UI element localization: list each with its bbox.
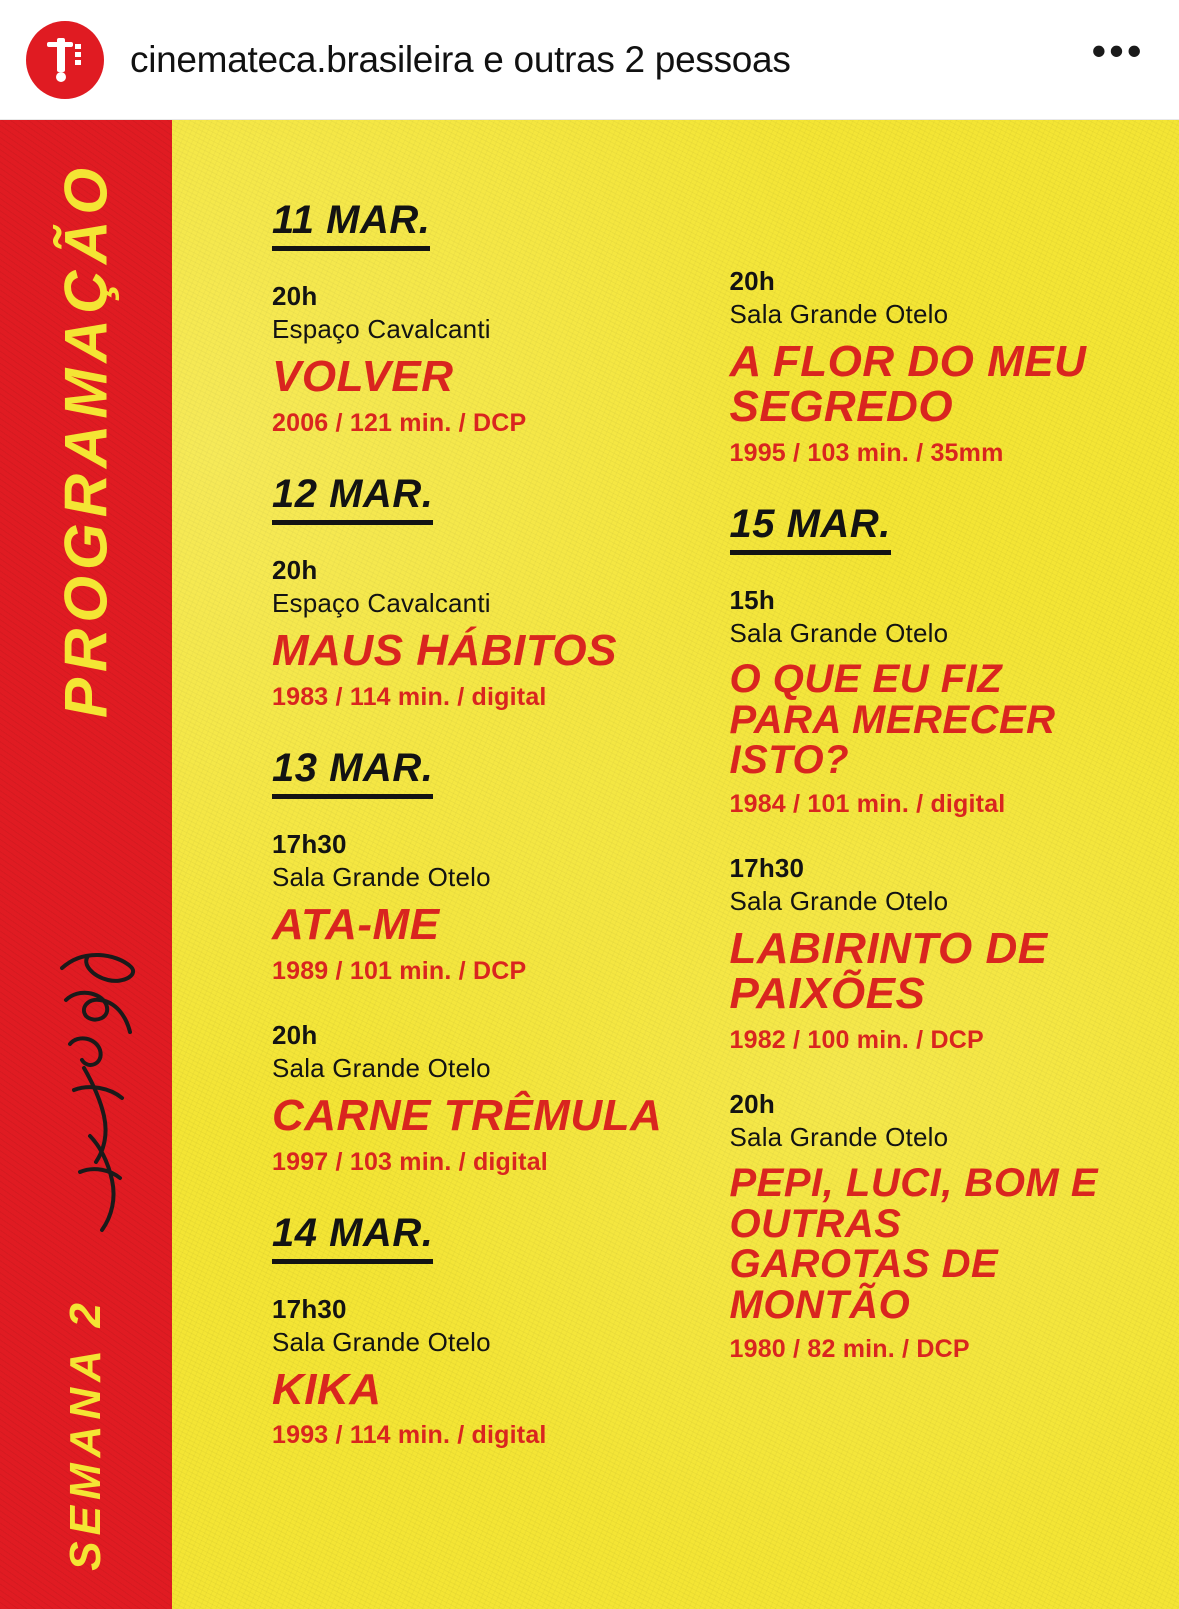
session-film-meta: 1989 / 101 min. / DCP [272, 956, 527, 985]
session-entry[interactable] [730, 853, 1114, 1055]
post-author-title[interactable]: cinemateca.brasileira e outras 2 pessoas [130, 38, 791, 80]
session-film-title: KIKA [272, 1364, 382, 1414]
day-block [272, 1211, 680, 1451]
day-heading: 12 MAR. [272, 472, 433, 525]
session-entry[interactable] [272, 1294, 680, 1451]
session-room: Sala Grande Otelo [272, 1052, 491, 1083]
session-time: 15h [729, 584, 775, 615]
session-entry[interactable] [272, 555, 680, 712]
session-film-title: MAUS HÁBITOS [272, 625, 617, 675]
session-room: Sala Grande Otelo [729, 617, 949, 648]
cinemateca-logo-icon [35, 30, 95, 90]
post-header [0, 0, 1179, 120]
spine-title: PROGRAMAÇÃO [52, 162, 120, 718]
day-block [730, 502, 1114, 1364]
session-time: 20h [729, 1088, 775, 1119]
more-options-icon[interactable]: ••• [1091, 26, 1145, 74]
session-time: 20h [272, 281, 318, 311]
session-film-meta: 1982 / 100 min. / DCP [729, 1025, 984, 1054]
session-film-title: A FLOR DO MEU SEGREDO [729, 337, 1087, 431]
poster-image [0, 120, 1179, 1609]
schedule-columns [172, 120, 1179, 1609]
session-film-title: CARNE TRÊMULA [272, 1090, 663, 1140]
session-entry[interactable] [272, 1020, 680, 1177]
session-room: Sala Grande Otelo [272, 1326, 491, 1357]
session-film-meta: 1983 / 114 min. / digital [272, 682, 547, 711]
session-entry[interactable] [730, 1089, 1114, 1364]
day-block [272, 198, 680, 438]
session-room: Sala Grande Otelo [729, 886, 949, 917]
poster-spine [0, 120, 172, 1609]
day-heading: 14 MAR. [272, 1211, 433, 1264]
session-room: Sala Grande Otelo [272, 861, 491, 892]
session-film-meta: 1995 / 103 min. / 35mm [729, 438, 1004, 467]
session-film-title: ATA-ME [272, 899, 440, 949]
session-film-title: LABIRINTO DE PAIXÕES [729, 924, 1048, 1019]
day-heading: 11 MAR. [272, 198, 430, 251]
session-film-title: VOLVER [272, 352, 454, 401]
session-film-meta: 2006 / 121 min. / DCP [272, 408, 527, 437]
day-heading: 13 MAR. [272, 746, 433, 799]
day-heading: 15 MAR. [730, 502, 891, 555]
handwritten-signature-icon [44, 940, 154, 1270]
session-film-title: O QUE EU FIZ PARA MERECER ISTO? [729, 656, 1056, 783]
day-block-continuation [730, 266, 1114, 468]
session-film-meta: 1993 / 114 min. / digital [272, 1421, 547, 1450]
session-time: 17h30 [729, 853, 805, 884]
session-time: 20h [272, 1019, 318, 1050]
session-room: Sala Grande Otelo [729, 1121, 949, 1152]
session-entry[interactable] [730, 266, 1114, 468]
day-block [272, 746, 680, 1177]
session-film-meta: 1997 / 103 min. / digital [272, 1147, 548, 1176]
schedule-column-right [706, 198, 1140, 1609]
session-entry[interactable] [272, 829, 680, 986]
schedule-column-left [272, 198, 706, 1609]
session-film-meta: 1980 / 82 min. / DCP [729, 1335, 970, 1364]
session-film-title: PEPI, LUCI, BOM E OUTRAS GAROTAS DE MONTÃO [729, 1160, 1099, 1328]
avatar[interactable] [26, 21, 104, 99]
session-room: Espaço Cavalcanti [272, 587, 491, 618]
session-time: 20h [272, 554, 318, 585]
session-entry[interactable] [730, 585, 1114, 819]
session-time: 17h30 [272, 1293, 347, 1324]
session-entry[interactable] [272, 281, 680, 438]
session-time: 17h30 [272, 828, 347, 859]
session-room: Espaço Cavalcanti [272, 314, 491, 344]
spine-subtitle: SEMANA 2 [61, 1297, 110, 1571]
session-time: 20h [729, 266, 775, 296]
session-room: Sala Grande Otelo [729, 299, 949, 329]
session-film-meta: 1984 / 101 min. / digital [729, 790, 1006, 819]
day-block [272, 472, 680, 712]
